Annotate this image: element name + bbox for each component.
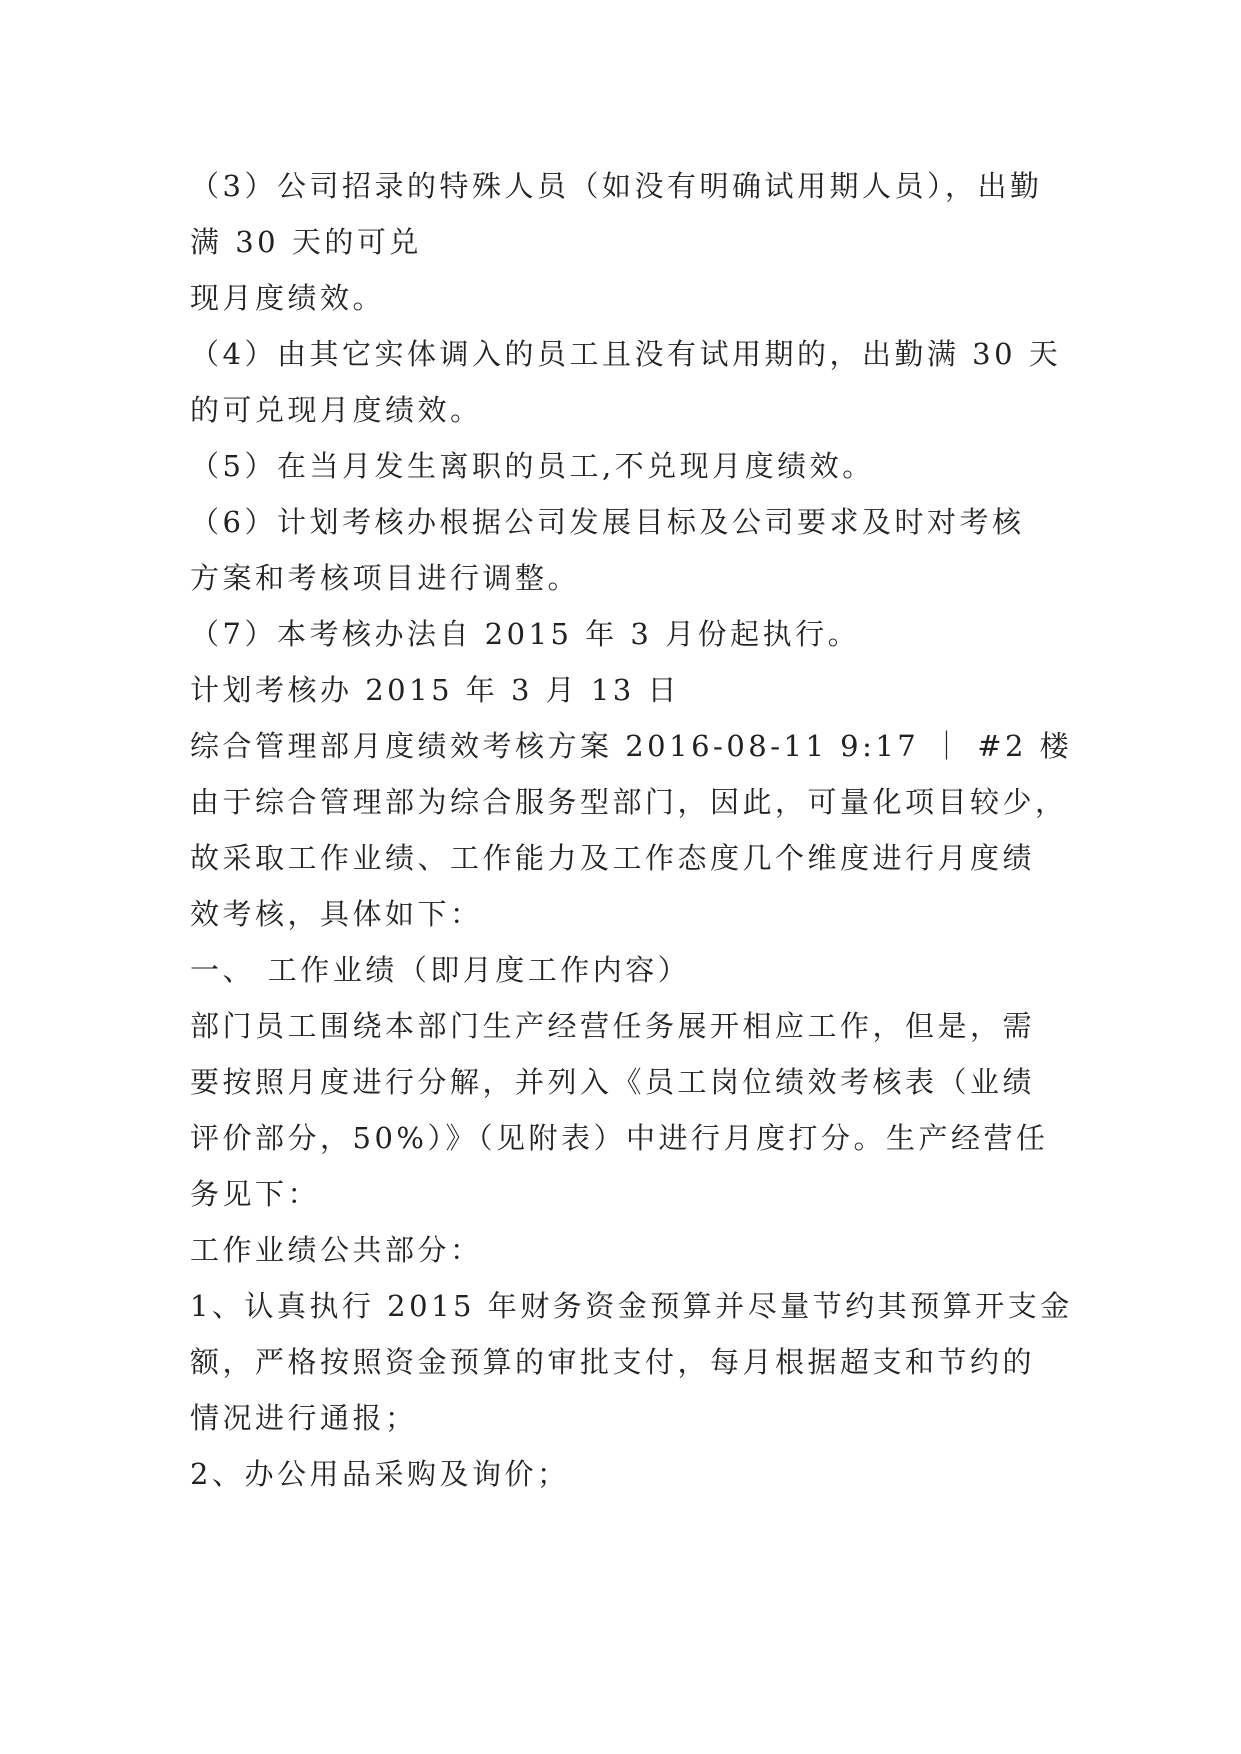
section-title-line: 综合管理部月度绩效考核方案 2016-08-11 9:17 ｜ #2 楼 [190, 729, 1073, 763]
subheading-line: 工作业绩公共部分： [190, 1233, 483, 1267]
text-line: （3）公司招录的特殊人员（如没有明确试用期人员），出勤 [190, 169, 1043, 203]
text-line: 方案和考核项目进行调整。 [190, 561, 581, 595]
heading-line: 一、 工作业绩（即月度工作内容） [190, 953, 691, 987]
text-line: 满 30 天的可兑 [190, 225, 422, 259]
text-line: 由于综合管理部为综合服务型部门，因此，可量化项目较少， [190, 785, 1068, 819]
signature-line: 计划考核办 2015 年 3 月 13 日 [190, 673, 680, 707]
text-line: （7）本考核办法自 2015 年 3 月份起执行。 [190, 617, 861, 651]
text-line: 额，严格按照资金预算的审批支付，每月根据超支和节约的 [190, 1345, 1036, 1379]
text-line: （5）在当月发生离职的员工,不兑现月度绩效。 [190, 449, 875, 483]
text-line: 务见下： [190, 1177, 321, 1211]
text-line: 故采取工作业绩、工作能力及工作态度几个维度进行月度绩 [190, 841, 1036, 875]
text-line: （6）计划考核办根据公司发展目标及公司要求及时对考核 [190, 505, 1025, 539]
text-line: 情况进行通报； [190, 1401, 418, 1435]
text-line: 现月度绩效。 [190, 281, 386, 315]
document-body [190, 158, 1073, 1502]
text-line: 部门员工围绕本部门生产经营任务展开相应工作，但是，需 [190, 1009, 1036, 1043]
text-line: 的可兑现月度绩效。 [190, 393, 483, 427]
text-line: 效考核，具体如下： [190, 897, 483, 931]
list-item-line: 1、认真执行 2015 年财务资金预算并尽量节约其预算开支金 [190, 1289, 1073, 1323]
text-line: 要按照月度进行分解，并列入《员工岗位绩效考核表（业绩 [190, 1065, 1036, 1099]
text-line: 评价部分，50%）》（见附表）中进行月度打分。生产经营任 [190, 1121, 1049, 1155]
text-line: （4）由其它实体调入的员工且没有试用期的，出勤满 30 天 [190, 337, 1062, 371]
list-item-line: 2、办公用品采购及询价； [190, 1457, 570, 1491]
